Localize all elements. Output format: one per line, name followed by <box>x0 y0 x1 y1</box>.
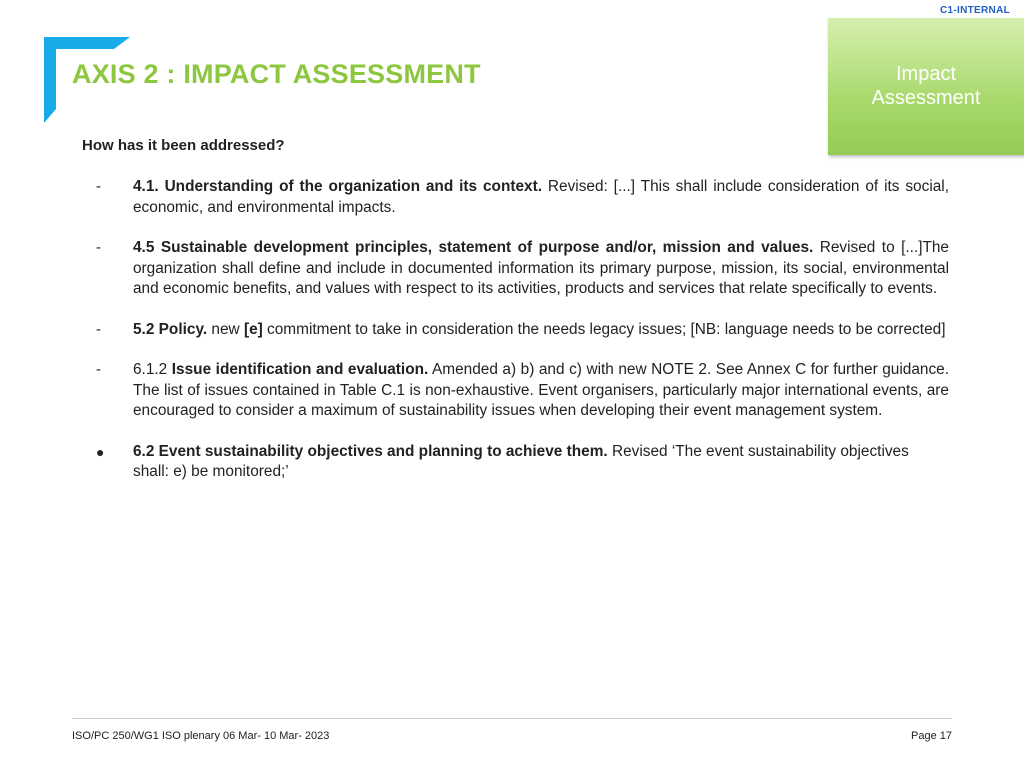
item-heading: Issue identification and evaluation. <box>171 361 429 378</box>
section-badge-label: Impact Assessment <box>871 63 981 109</box>
item-emphasis: [e] <box>243 320 263 338</box>
item-heading: 4.5 Sustainable development principles, statement of purpose and/or, mission and values. <box>133 239 814 256</box>
list-item-text <box>133 360 949 422</box>
dash-bullet: - <box>96 320 101 338</box>
section-badge <box>828 18 1024 155</box>
dot-bullet: ● <box>96 443 105 460</box>
item-description: Amended a) b) and c) with new NOTE 2. See Annex C for further guidance. The list of issues contained in Table C.1 is non-exhaustive. Event organisers, particularly major international events, are encouraged to consider a maximum of sustainability issues when developing their event management system. <box>133 361 949 419</box>
list-item-text <box>133 177 949 218</box>
item-description: commitment to take in consideration the needs legacy issues; [NB: language needs to be corrected] <box>262 320 946 338</box>
item-heading: 6.2 Event sustainability objectives and planning to achieve them. <box>133 442 608 460</box>
item-number: 6.1.2 <box>133 361 172 378</box>
list-item-text <box>133 442 949 483</box>
item-heading: 5.2 Policy. <box>133 320 208 338</box>
list-item <box>96 177 949 218</box>
list-item <box>96 442 949 483</box>
item-description: Revised: [...] This shall include consideration of its social, economic, and environmental impacts. <box>133 178 949 216</box>
item-description: Revised ‘The event sustainability objectives shall: e) be monitored;’ <box>133 442 909 480</box>
item-description-lead: new <box>207 320 244 338</box>
footer-divider <box>72 718 952 719</box>
list-item <box>96 238 949 300</box>
item-heading: 4.1. Understanding of the organization and its context. <box>133 178 542 195</box>
dash-bullet: - <box>96 239 101 256</box>
page-number: Page 17 <box>911 730 952 742</box>
list-item-text <box>133 320 949 341</box>
footer-meeting-info: ISO/PC 250/WG1 ISO plenary 06 Mar- 10 Mar- 2023 <box>72 730 330 742</box>
item-description: Revised to [...]The organization shall define and include in documented information its primary purpose, mission, its social, environmental and economic benefits, and values with respect to its activities, products and services that relate specifically to events. <box>133 239 949 297</box>
section-question: How has it been addressed? <box>82 137 285 154</box>
list-item <box>96 360 949 422</box>
classification-label: C1-INTERNAL <box>940 5 1010 16</box>
list-item-text <box>133 238 949 300</box>
page-title: AXIS 2 : IMPACT ASSESSMENT <box>72 59 481 89</box>
dash-bullet: - <box>96 361 101 378</box>
dash-bullet: - <box>96 178 101 195</box>
change-list <box>96 177 949 503</box>
list-item <box>96 320 949 341</box>
